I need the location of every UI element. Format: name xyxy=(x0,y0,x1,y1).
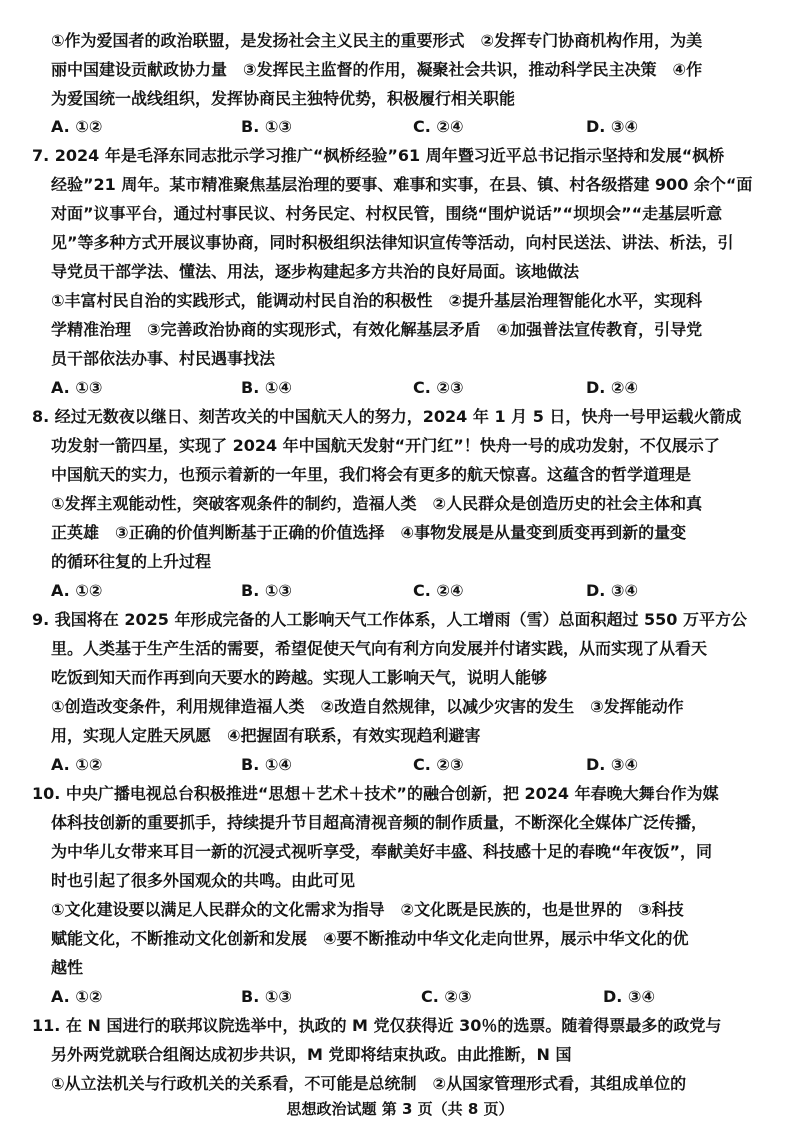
q10-choice-line-1: ①文化建设要以满足人民群众的文化需求为指导 ②文化既是民族的，也是世界的 ③科技 xyxy=(51,900,684,919)
q6-choice-line-3: 为爱国统一战线组织，发挥协商民主独特优势，积极履行相关职能 xyxy=(51,89,516,108)
q10-choice-line-2: 赋能文化，不断推动文化创新和发展 ④要不断推动中华文化走向世界，展示中华文化的优 xyxy=(51,929,689,948)
q8-stem-line-3: 中国航天的实力，也预示着新的一年里，我们将会有更多的航天惊喜。这蕴含的哲学道理是 xyxy=(51,465,692,484)
q10-stem-line-2: 体科技创新的重要抓手，持续提升节目超高清视音频的制作质量，不断深化全媒体广泛传播， xyxy=(51,813,708,832)
q6-option-a: A. ①② xyxy=(51,117,103,136)
q11-stem-line-2: 另外两党就联合组阁达成初步共识，M 党即将结束执政。由此推断，N 国 xyxy=(51,1045,572,1064)
q7-option-c: C. ②③ xyxy=(413,378,464,397)
q7-stem-line-3: 对面”议事平台，通过村事民议、村务民定、村权民管，围绕“围炉说话”“坝坝会”“走基层听意 xyxy=(51,204,723,223)
q7-stem-line-5: 导党员干部学法、懂法、用法，逐步构建起多方共治的良好局面。该地做法 xyxy=(51,262,580,281)
q8-stem-line-1: 8. 经过无数夜以继日、刻苦攻关的中国航天人的努力，2024 年 1 月 5 日，快舟一号甲运载火箭成 xyxy=(32,407,742,426)
q6-option-b: B. ①③ xyxy=(241,117,292,136)
q7-option-d: D. ②④ xyxy=(586,378,639,397)
q10-option-c: C. ②③ xyxy=(421,987,472,1006)
q8-option-a: A. ①② xyxy=(51,581,103,600)
q7-stem-line-1: 7. 2024 年是毛泽东同志批示学习推广“枫桥经验”61 周年暨习近平总书记指示坚持和发展“枫桥 xyxy=(32,146,725,165)
q8-option-b: B. ①③ xyxy=(241,581,292,600)
q7-option-b: B. ①④ xyxy=(241,378,292,397)
q9-choice-line-2: 用，实现人定胜天夙愿 ④把握固有联系，有效实现趋利避害 xyxy=(51,726,481,745)
q7-choice-line-3: 员干部依法办事、村民遇事找法 xyxy=(51,349,276,368)
q9-option-c: C. ②③ xyxy=(413,755,464,774)
q7-stem-line-4: 见”等多种方式开展议事协商，同时积极组织法律知识宣传等活动，向村民送法、讲法、析法，引 xyxy=(51,233,734,252)
q10-option-a: A. ①② xyxy=(51,987,103,1006)
q10-stem-line-4: 时也引起了很多外国观众的共鸣。由此可见 xyxy=(51,871,356,890)
q9-stem-line-1: 9. 我国将在 2025 年形成完备的人工影响天气工作体系，人工增雨（雪）总面积超过 550 万平方公 xyxy=(32,610,747,629)
q10-choice-line-3: 越性 xyxy=(51,958,84,977)
q11-stem-line-1: 11. 在 N 国进行的联邦议院选举中，执政的 M 党仅获得近 30％的选票。随着得票最多的政党与 xyxy=(32,1016,722,1035)
q6-choice-line-1: ①作为爱国者的政治联盟，是发扬社会主义民主的重要形式 ②发挥专门协商机构作用，为美 xyxy=(51,31,703,50)
q8-option-d: D. ③④ xyxy=(586,581,639,600)
q10-stem-line-1: 10. 中央广播电视总台积极推进“思想＋艺术＋技术”的融合创新，把 2024 年春晚大舞台作为媒 xyxy=(32,784,719,803)
q9-stem-line-2: 里。人类基于生产生活的需要，希望促使天气向有利方向发展并付诸实践，从而实现了从看天 xyxy=(51,639,708,658)
page-footer: 思想政治试题 第 3 页（共 8 页） xyxy=(286,1100,514,1118)
q7-option-a: A. ①③ xyxy=(51,378,103,397)
q6-option-d: D. ③④ xyxy=(586,117,639,136)
q8-choice-line-1: ①发挥主观能动性，突破客观条件的制约，造福人类 ②人民群众是创造历史的社会主体和真 xyxy=(51,494,703,513)
q7-choice-line-1: ①丰富村民自治的实践形式，能调动村民自治的积极性 ②提升基层治理智能化水平，实现科 xyxy=(51,291,703,310)
q10-option-d: D. ③④ xyxy=(603,987,656,1006)
q10-stem-line-3: 为中华儿女带来耳目一新的沉浸式视听享受，奉献美好丰盛、科技感十足的春晚“年夜饭”，同 xyxy=(51,842,713,861)
q9-choice-line-1: ①创造改变条件，利用规律造福人类 ②改造自然规律，以减少灾害的发生 ③发挥能动作 xyxy=(51,697,684,716)
q9-option-a: A. ①② xyxy=(51,755,103,774)
q8-stem-line-2: 功发射一箭四星，实现了 2024 年中国航天发射“开门红”！快舟一号的成功发射，不仅展示了 xyxy=(51,436,720,455)
q11-choice-line-1: ①从立法机关与行政机关的关系看，不可能是总统制 ②从国家管理形式看，其组成单位的 xyxy=(51,1074,687,1093)
q9-option-b: B. ①④ xyxy=(241,755,292,774)
q6-choice-line-2: 丽中国建设贡献政协力量 ③发挥民主监督的作用，凝聚社会共识，推动科学民主决策 ④作 xyxy=(51,60,703,79)
q8-choice-line-3: 的循环往复的上升过程 xyxy=(51,552,212,571)
q8-choice-line-2: 正英雄 ③正确的价值判断基于正确的价值选择 ④事物发展是从量变到质变再到新的量变 xyxy=(51,523,687,542)
q7-choice-line-2: 学精准治理 ③完善政治协商的实现形式，有效化解基层矛盾 ④加强普法宣传教育，引导党 xyxy=(51,320,703,339)
q9-option-d: D. ③④ xyxy=(586,755,639,774)
q6-option-c: C. ②④ xyxy=(413,117,464,136)
q9-stem-line-3: 吃饭到知天而作再到向天要水的跨越。实现人工影响天气，说明人能够 xyxy=(51,668,548,687)
q7-stem-line-2: 经验”21 周年。某市精准聚焦基层治理的要事、难事和实事，在县、镇、村各级搭建 900 余个“面 xyxy=(51,175,753,194)
q10-option-b: B. ①③ xyxy=(241,987,292,1006)
q8-option-c: C. ②④ xyxy=(413,581,464,600)
